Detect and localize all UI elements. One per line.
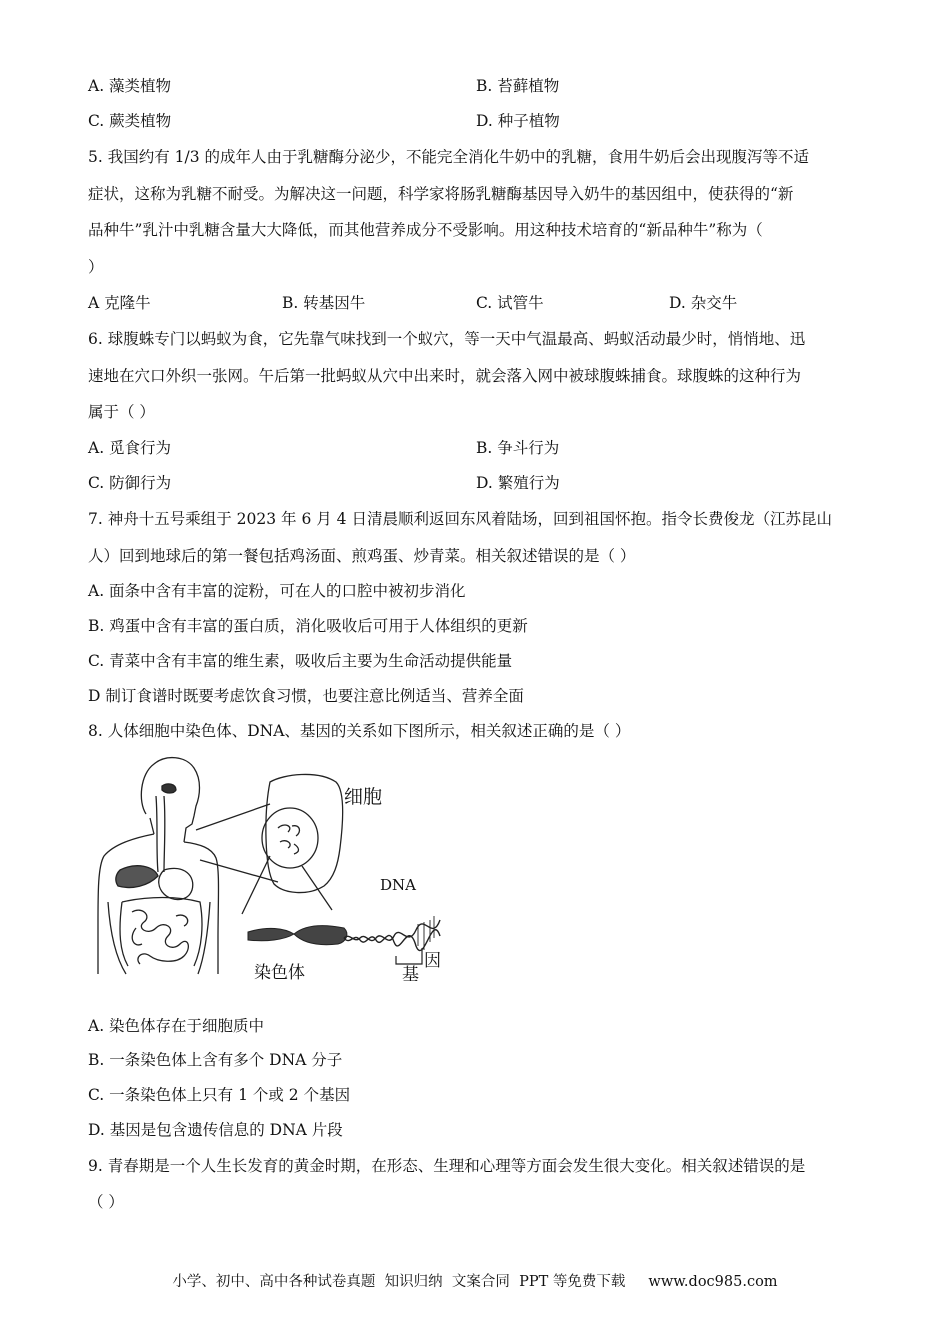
small-intestine: [132, 910, 188, 964]
human-neck: [150, 818, 154, 834]
page-footer: 小学、初中、高中各种试卷真题 知识归纳 文案合同 PPT 等免费下载 www.doc985.com: [172, 1274, 778, 1290]
q6-stem-line-1: 6. 球腹蛛专门以蚂蚁为食，它先靠气味找到一个蚁穴，等一天中气温最高、蚂蚁活动最少时，悄悄地、迅: [88, 330, 806, 348]
q4-option-d: D. 种子植物: [476, 112, 560, 130]
q8-option-d: D. 基因是包含遗传信息的 DNA 片段: [88, 1121, 343, 1139]
cell-label: 细胞: [344, 786, 383, 808]
chromosome: [248, 926, 347, 945]
connector-nucleus-to-chromosome: [242, 856, 332, 914]
cell-nucleus: [262, 808, 318, 868]
stomach: [159, 868, 193, 899]
q5-option-b: B. 转基因牛: [282, 294, 366, 312]
human-left-shoulder-arm: [98, 834, 154, 974]
nucleus-chromatin: [278, 825, 299, 854]
q5-stem-line-3: 品种牛”乳汁中乳糖含量大大降低，而其他营养成分不受影响。用这种技术培育的“新品种牛”称为（: [88, 221, 763, 239]
q7-stem-line-1: 7. 神舟十五号乘组于 2023 年 6 月 4 日清晨顺利返回东风着陆场，回到祖国怀抱。指令长费俊龙（江苏昆山: [88, 510, 832, 528]
large-intestine: [120, 898, 202, 967]
q5-option-a: A 克隆牛: [88, 294, 151, 312]
q5-option-c: C. 试管牛: [476, 294, 544, 312]
q5-stem-line-4: ）: [88, 258, 104, 276]
gene-label-first-char: 基: [402, 965, 419, 985]
human-right-torso: [198, 902, 210, 974]
q7-stem-line-2: 人）回到地球后的第一餐包括鸡汤面、煎鸡蛋、炒青菜。相关叙述错误的是（ ）: [88, 547, 636, 565]
q6-option-c: C. 防御行为: [88, 474, 172, 492]
q6-stem-line-2: 速地在穴口外织一张网。午后第一批蚂蚁从穴中出来时，就会落入网中被球腹蛛捕食。球腹蛛的这种行为: [88, 367, 802, 385]
q7-option-d: D 制订食谱时既要考虑饮食习惯，也要注意比例适当、营养全面: [88, 687, 524, 705]
q6-option-a: A. 觅食行为: [88, 439, 172, 457]
q6-stem-line-3: 属于（ ）: [88, 403, 155, 421]
human-left-torso: [108, 902, 126, 974]
esophagus-inner: [164, 796, 165, 872]
q8-stem: 8. 人体细胞中染色体、DNA、基因的关系如下图所示，相关叙述正确的是（ ）: [88, 722, 631, 740]
human-head: [141, 758, 199, 842]
cell-outline: [266, 774, 343, 892]
q8-option-b: B. 一条染色体上含有多个 DNA 分子: [88, 1051, 343, 1069]
q6-option-d: D. 繁殖行为: [476, 474, 560, 492]
chromosome-label: 染色体: [254, 963, 305, 983]
q7-option-b: B. 鸡蛋中含有丰富的蛋白质，消化吸收后可用于人体组织的更新: [88, 617, 528, 635]
liver: [116, 866, 158, 888]
q5-option-d: D. 杂交牛: [669, 294, 738, 312]
q8-option-c: C. 一条染色体上只有 1 个或 2 个基因: [88, 1086, 351, 1104]
dna-label: DNA: [380, 876, 416, 894]
q4-option-a: A. 藻类植物: [88, 77, 172, 95]
q8-option-a: A. 染色体存在于细胞质中: [88, 1017, 265, 1035]
q5-stem-line-1: 5. 我国约有 1/3 的成年人由于乳糖酶分泌少，不能完全消化牛奶中的乳糖，食用牛奶后会出现腹泻等不适: [88, 148, 810, 166]
chromosome-dna-gene-figure: [88, 752, 448, 984]
q5-stem-line-2: 症状，这称为乳糖不耐受。为解决这一问题，科学家将肠乳糖酶基因导入奶牛的基因组中，使获得的“新: [88, 185, 794, 203]
q6-option-b: B. 争斗行为: [476, 439, 560, 457]
q4-option-c: C. 蕨类植物: [88, 112, 172, 130]
esophagus: [156, 796, 158, 872]
q4-option-b: B. 苔藓植物: [476, 77, 560, 95]
q7-option-c: C. 青菜中含有丰富的维生素，吸收后主要为生命活动提供能量: [88, 652, 513, 670]
mouth-region: [162, 784, 176, 793]
figure-drawing: [88, 752, 448, 984]
q9-stem-line-1: 9. 青春期是一个人生长发育的黄金时期，在形态、生理和心理等方面会发生很大变化。相关叙述错误的是: [88, 1157, 806, 1175]
q9-stem-line-2: （ ）: [88, 1193, 124, 1211]
q7-option-a: A. 面条中含有丰富的淀粉，可在人的口腔中被初步消化: [88, 582, 466, 600]
gene-label-second-char: 因: [424, 951, 441, 971]
